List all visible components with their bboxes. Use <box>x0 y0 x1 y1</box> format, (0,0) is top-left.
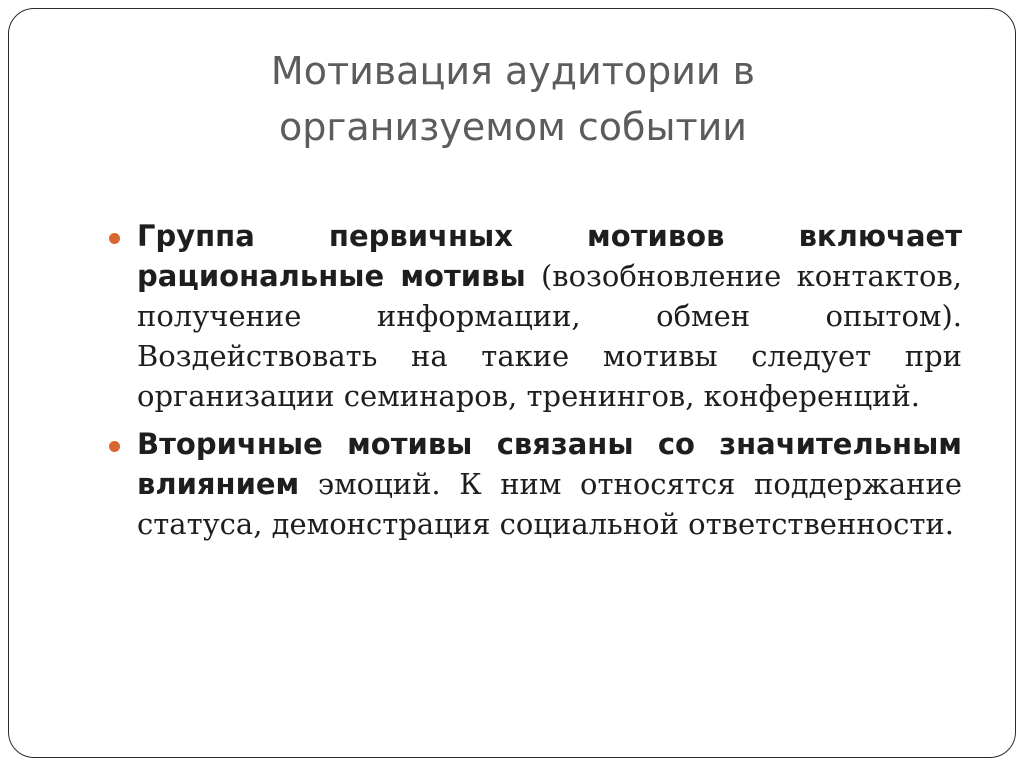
bullet-text: эмоций. К ним относятся поддержание статуса, демонстрация социальной ответственности. <box>137 467 962 541</box>
bullet-text: (возобновление контактов, получение информации, обмен опытом). Воздействовать на такие мотивы следует при организации семинаров, тренингов, конференций. <box>137 259 962 413</box>
title-line-2: организуемом событии <box>278 105 747 149</box>
bullet-list <box>137 216 962 552</box>
bullet-item-secondary-motives <box>137 424 962 544</box>
bullet-dot-icon <box>109 233 120 244</box>
bullet-dot-icon <box>109 441 120 452</box>
bullet-bold-text: Вторичные мотивы связаны со значительным влиянием <box>137 427 962 501</box>
title-line-1: Мотивация аудитории в <box>270 49 756 93</box>
bullet-bold-text: Группа первичных мотивов включает рациональные мотивы <box>137 219 962 293</box>
slide-title <box>9 43 1017 155</box>
bullet-item-primary-motives <box>137 216 962 416</box>
